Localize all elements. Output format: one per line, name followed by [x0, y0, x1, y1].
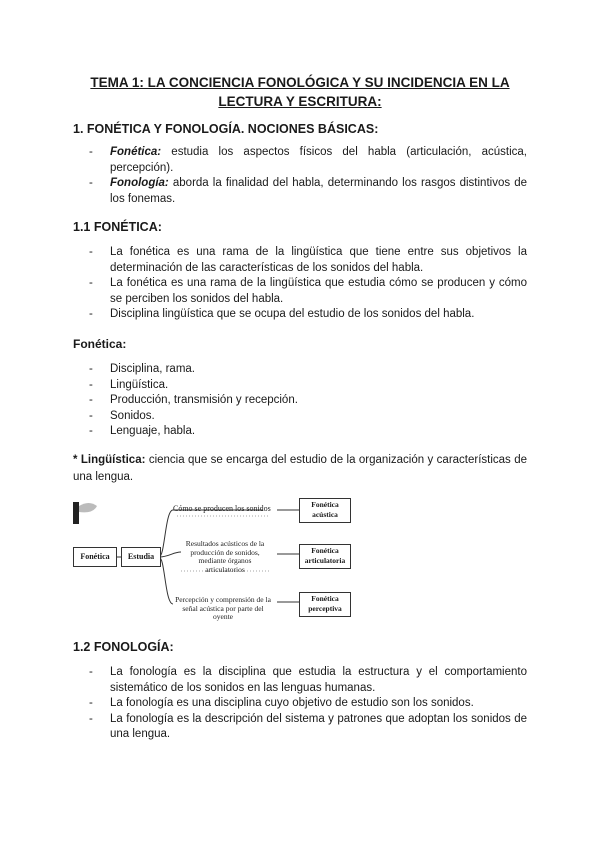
list-item-text: Sonidos.: [110, 409, 155, 422]
term-linguistica: Lingüística:: [80, 454, 146, 466]
list-item: [73, 393, 527, 409]
linguistica-definition: [73, 452, 527, 486]
result-box-articulatoria: Fonética articulatoria: [299, 544, 351, 569]
list-item: [73, 409, 527, 425]
list-item-text: La fonología es la descripción del sistema y patrones que adoptan los sonidos de una lengua.: [110, 712, 527, 740]
dash-bullet: -: [89, 712, 93, 725]
dash-bullet: -: [89, 246, 93, 258]
dash-bullet: -: [89, 363, 93, 375]
list-item-text: La fonología es una disciplina cuyo objetivo de estudio son los sonidos.: [110, 697, 474, 709]
section-1-1-list: [73, 245, 527, 323]
result-box-acustica: Fonética acústica: [299, 498, 351, 523]
list-item-text: La fonética es una rama de la lingüística que tiene entre sus objetivos la determinación de las características de los sonidos del habla.: [110, 246, 527, 274]
definition-text: aborda la finalidad del habla, determinando los rasgos distintivos de los fonemas.: [110, 177, 527, 205]
fonetica-subheading: Fonética:: [73, 337, 127, 351]
definition-text: estudia los aspectos físicos del habla (articulación, acústica, percepción).: [110, 146, 527, 174]
section-1-list: [73, 145, 527, 207]
list-item: [73, 665, 527, 696]
branch-question-1: Cómo se producen los sonidos: [173, 504, 271, 513]
section-1-2-heading: 1.2 FONOLOGÍA:: [73, 640, 174, 654]
list-item: [73, 145, 527, 176]
dash-bullet: -: [89, 146, 93, 158]
fonetica-list: [73, 362, 527, 440]
diagram-root-box: Fonética: [73, 547, 117, 567]
list-item: [73, 696, 527, 712]
list-item: [73, 276, 527, 307]
list-item: [73, 712, 527, 743]
list-item-text: Disciplina, rama.: [110, 363, 195, 375]
dash-bullet: -: [89, 409, 93, 422]
diagram-estudia-box: Estudia: [121, 547, 161, 567]
asterisk: *: [73, 454, 81, 466]
term-fonologia: Fonología:: [110, 177, 169, 189]
list-item: [73, 362, 527, 378]
list-item: [73, 245, 527, 276]
list-item-text: Lenguaje, habla.: [110, 425, 196, 437]
definition-text: ciencia que se encarga del estudio de la organización y características de una lengua.: [73, 454, 528, 483]
dash-bullet: -: [89, 425, 93, 437]
branch-question-3: Percepción y comprensión de la señal acústica por parte del oyente: [175, 595, 271, 621]
dash-bullet: -: [89, 666, 93, 678]
page-title: TEMA 1: LA CONCIENCIA FONOLÓGICA Y SU INCIDENCIA EN LA LECTURA Y ESCRITURA:: [90, 75, 510, 109]
list-item: [73, 307, 527, 323]
result-box-perceptiva: Fonética perceptiva: [299, 592, 351, 617]
dash-bullet: -: [89, 697, 93, 709]
dash-bullet: -: [89, 277, 93, 289]
list-item-text: La fonética es una rama de la lingüística que estudia cómo se producen y cómo se perciben los sonidos del habla.: [110, 277, 527, 305]
term-fonetica: Fonética:: [110, 146, 162, 158]
branch-question-2: Resultados acústicos de la producción de sonidos, mediante órganos articulatorios: [185, 539, 265, 574]
list-item-text: Producción, transmisión y recepción.: [110, 394, 298, 406]
list-item: [73, 424, 527, 440]
section-1-heading: 1. FONÉTICA Y FONOLOGÍA. NOCIONES BÁSICAS:: [73, 122, 379, 136]
dash-bullet: -: [89, 177, 93, 189]
list-item-text: Lingüística.: [110, 378, 169, 391]
section-1-2-list: [73, 665, 527, 743]
dash-bullet: -: [89, 308, 93, 320]
pen-hand-icon: [73, 502, 97, 524]
dash-bullet: -: [89, 394, 93, 406]
fonetica-concept-diagram: [73, 492, 353, 624]
list-item: [73, 176, 527, 207]
dash-bullet: -: [89, 378, 93, 391]
list-item: [73, 378, 527, 394]
list-item-text: Disciplina lingüística que se ocupa del estudio de los sonidos del habla.: [110, 308, 475, 320]
list-item-text: La fonología es la disciplina que estudia la estructura y el comportamiento sistemático de los sonidos en las lenguas humanas.: [110, 666, 527, 694]
section-1-1-heading: 1.1 FONÉTICA:: [73, 220, 162, 234]
